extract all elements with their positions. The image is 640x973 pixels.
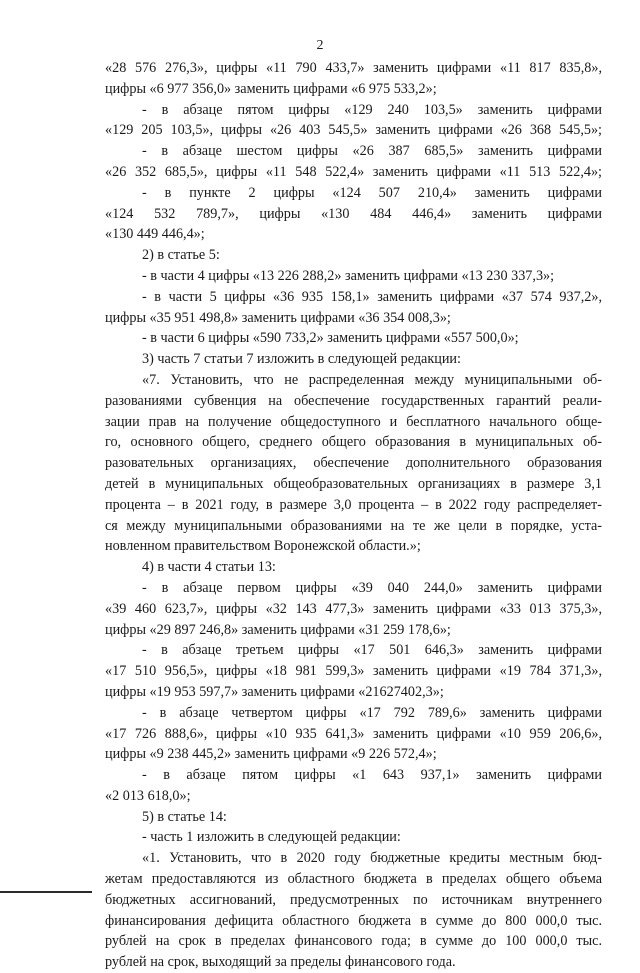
text-line: рублей на срок в пределах финансового года; в сумме до 100 000,0 тыс. [105,933,602,950]
text-line: «17 726 888,6», цифры «10 935 641,3» заменить цифрами «10 959 206,6», [105,725,602,742]
text-line: 4) в части 4 статьи 13: [142,559,276,576]
text-line: разованиями субвенция на обеспечение государственных гарантий реали- [105,392,602,409]
document-body [105,58,602,973]
text-line: 2) в статье 5: [142,247,220,264]
text-line: - в абзаце шестом цифры «26 387 685,5» заменить цифрами [142,143,602,160]
text-line: 3) часть 7 статьи 7 изложить в следующей редакции: [142,351,461,368]
text-line: разовательных организациях, обеспечение дополнительного образования [105,455,602,472]
text-line: цифры «29 897 246,8» заменить цифрами «31 259 178,6»; [105,621,451,638]
text-line: - в части 6 цифры «590 733,2» заменить цифрами «557 500,0»; [142,330,519,347]
text-line: ся между муниципальными образованиями на те же цели в порядке, уста- [105,517,602,534]
text-line: «2 013 618,0»; [105,787,191,804]
text-line: новленном правительством Воронежской области.»; [105,538,421,555]
text-line: «1. Установить, что в 2020 году бюджетные кредиты местным бюд- [142,850,602,867]
text-line: процента – в 2021 году, в размере 3,0 процента – в 2022 году распределяет- [105,496,602,513]
text-line: «7. Установить, что не распределенная между муниципальными об- [142,371,602,388]
text-line: детей в муниципальных общеобразовательных организациях в размере 3,1 [105,475,602,492]
text-line: цифры «9 238 445,2» заменить цифрами «9 226 572,4»; [105,746,437,763]
text-line: финансирования дефицита областного бюджета в сумме до 800 000,0 тыс. [105,912,602,929]
text-line: - в абзаце пятом цифры «1 643 937,1» заменить цифрами [142,767,602,784]
text-line: - в абзаце первом цифры «39 040 244,0» заменить цифрами [142,579,602,596]
text-line: «17 510 956,5», цифры «18 981 599,3» заменить цифрами «19 784 371,3», [105,663,602,680]
text-line: - в части 4 цифры «13 226 288,2» заменить цифрами «13 230 337,3»; [142,267,555,284]
text-line: цифры «19 953 597,7» заменить цифрами «21627402,3»; [105,683,444,700]
text-line: - в части 5 цифры «36 935 158,1» заменить цифрами «37 574 937,2», [142,288,602,305]
text-line: зации прав на получение общедоступного и бесплатного начального обще- [105,413,602,430]
text-line: - часть 1 изложить в следующей редакции: [142,829,401,846]
text-line: цифры «35 951 498,8» заменить цифрами «36 354 008,3»; [105,309,451,326]
text-line: жетам предоставляются из областного бюджета в пределах общего объема [105,871,602,888]
text-line: «28 576 276,3», цифры «11 790 433,7» заменить цифрами «11 817 835,8», [105,60,602,76]
text-line: «130 449 446,4»; [105,226,205,243]
text-line: го, основного общего, среднего общего образования в муниципальных об- [105,434,602,451]
text-line: - в абзаце пятом цифры «129 240 103,5» заменить цифрами [142,101,602,118]
text-line: - в абзаце четвертом цифры «17 792 789,6» заменить цифрами [142,704,602,721]
page-number: 2 [316,38,324,53]
text-line: - в пункте 2 цифры «124 507 210,4» заменить цифрами [142,184,602,201]
text-line: бюджетных ассигнований, предусмотренных по источникам внутреннего [105,891,602,908]
text-line: «26 352 685,5», цифры «11 548 522,4» заменить цифрами «11 513 522,4»; [105,163,602,180]
text-line: «124 532 789,7», цифры «130 484 446,4» заменить цифрами [105,205,602,222]
text-line: - в абзаце третьем цифры «17 501 646,3» заменить цифрами [142,642,602,659]
text-line: рублей на срок, выходящий за пределы финансового года. [105,954,456,971]
text-line: «129 205 103,5», цифры «26 403 545,5» заменить цифрами «26 368 545,5»; [105,122,602,139]
text-line: 5) в статье 14: [142,808,227,825]
text-line: цифры «6 977 356,0» заменить цифрами «6 975 533,2»; [105,80,437,97]
bottom-rule-line [0,891,92,893]
text-line: «39 460 623,7», цифры «32 143 477,3» заменить цифрами «33 013 375,3», [105,600,602,617]
